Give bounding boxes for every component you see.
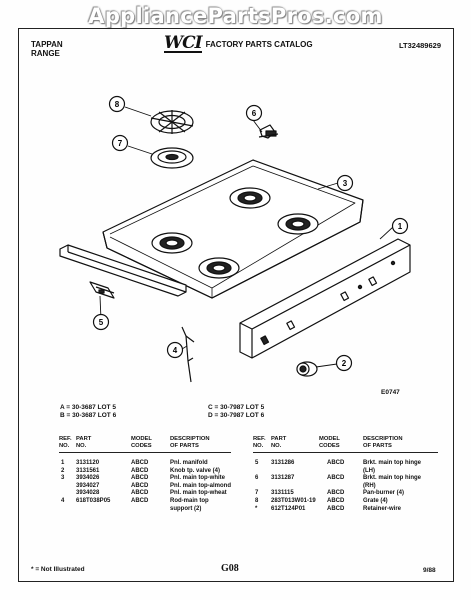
- description-cell: Grate (4): [363, 498, 388, 504]
- brand-name: TAPPAN: [31, 40, 63, 49]
- model-codes-cell: ABCD: [131, 498, 149, 504]
- valve-knob: [297, 362, 317, 376]
- svg-text:6: 6: [251, 109, 257, 118]
- description-cell: Retainer-wire: [363, 505, 402, 512]
- lot-c: C = 30-7987 LOT 5: [208, 404, 265, 411]
- model-codes-cell: ABCD: [327, 475, 345, 482]
- description-cell: (RH): [363, 482, 376, 489]
- watermark: AppliancePartsPros.com: [88, 4, 383, 28]
- header-part: PART NO.: [271, 436, 287, 449]
- description-cell: Pnl. main top-white: [170, 475, 225, 482]
- revision-date: 9/88: [423, 567, 436, 574]
- callout-5: [94, 315, 109, 330]
- part-number-cell: 3131115: [271, 490, 294, 497]
- figure-code: E0747: [381, 389, 400, 396]
- ref-cell: 6: [255, 475, 259, 482]
- description-cell: Pan-burner (4): [363, 490, 405, 497]
- description-cell: Rod-main top: [170, 498, 209, 504]
- svg-text:3: 3: [342, 179, 348, 188]
- model-codes-cell: ABCD: [327, 490, 345, 497]
- parts-table-right: [253, 436, 443, 546]
- header-rule: [253, 452, 438, 453]
- part-number-cell: 3131561: [76, 467, 100, 474]
- callout-7: [113, 136, 128, 151]
- header-ref: REF. NO.: [253, 436, 266, 449]
- ref-cell: 8: [255, 498, 259, 504]
- part-number-cell: 612T124P01: [271, 505, 306, 512]
- model-codes-cell: ABCD: [131, 482, 149, 489]
- svg-text:2: 2: [341, 359, 347, 368]
- page-number: G08: [221, 563, 239, 574]
- header-desc: DESCRIPTION OF PARTS: [170, 436, 210, 449]
- part-number-cell: 618T038P05: [76, 498, 111, 504]
- lot-a: A = 30-3687 LOT 5: [60, 404, 116, 411]
- ref-cell: 4: [61, 498, 65, 504]
- header-part: PART NO.: [76, 436, 92, 449]
- part-number-cell: 3934028: [76, 490, 100, 497]
- callout-8: [110, 97, 125, 112]
- callout-2: [337, 356, 352, 371]
- lot-d: D = 30-7987 LOT 6: [208, 412, 265, 419]
- model-codes-cell: ABCD: [131, 475, 149, 482]
- description-cell: Pnl. manifold: [170, 460, 208, 466]
- parts-table-left: [59, 436, 239, 546]
- part-number-cell: 283T013W01-19: [271, 498, 316, 504]
- model-codes-cell: ABCD: [131, 467, 149, 474]
- grate: [151, 110, 193, 134]
- callout-6: [247, 106, 262, 121]
- model-codes-cell: ABCD: [327, 498, 345, 504]
- svg-text:8: 8: [114, 100, 120, 109]
- ref-cell: 1: [61, 460, 65, 466]
- callout-1: [393, 219, 408, 234]
- callout-4: [168, 343, 183, 358]
- ref-cell: *: [255, 505, 258, 512]
- description-cell: (LH): [363, 467, 375, 474]
- ref-cell: 7: [255, 490, 259, 497]
- ref-cell: 5: [255, 460, 259, 466]
- description-cell: Brkt. main top hinge: [363, 460, 422, 466]
- wci-logo: WCI: [164, 33, 202, 53]
- lot-b: B = 30-3687 LOT 6: [60, 412, 117, 419]
- part-number-cell: 3934027: [76, 482, 100, 489]
- model-codes-cell: ABCD: [131, 460, 149, 466]
- part-number-cell: 3131120: [76, 460, 100, 466]
- part-number-cell: 3131286: [271, 460, 295, 466]
- svg-text:1: 1: [397, 222, 403, 231]
- svg-text:5: 5: [98, 318, 104, 327]
- model-codes-cell: ABCD: [327, 505, 345, 512]
- svg-text:4: 4: [172, 346, 178, 355]
- catalog-title: FACTORY PARTS CATALOG: [205, 40, 313, 49]
- description-cell: Brkt. main top hinge: [363, 475, 422, 482]
- svg-text:7: 7: [117, 139, 123, 148]
- description-cell: Pnl. main top-almond: [170, 482, 231, 489]
- catalog-code: LT32489629: [399, 41, 441, 50]
- description-cell: Pnl. main top-wheat: [170, 490, 227, 497]
- part-number-cell: 3131287: [271, 475, 295, 482]
- ref-cell: 2: [61, 467, 65, 474]
- header-model: MODEL CODES: [131, 436, 152, 449]
- description-cell: Knob tp. valve (4): [170, 467, 221, 474]
- header-ref: REF. NO.: [59, 436, 72, 449]
- part-number-cell: 3934026: [76, 475, 100, 482]
- description-cell: support (2): [170, 505, 202, 512]
- burner-pan: [151, 148, 193, 168]
- callout-3: [338, 176, 353, 191]
- model-codes-cell: ABCD: [131, 490, 149, 497]
- ref-cell: 3: [61, 475, 65, 482]
- header-rule: [59, 452, 231, 453]
- product-type: RANGE: [31, 49, 60, 58]
- header-model: MODEL CODES: [319, 436, 340, 449]
- model-codes-cell: ABCD: [327, 460, 345, 466]
- support-rod: [182, 327, 194, 382]
- footnote: * = Not Illustrated: [31, 566, 85, 573]
- header-desc: DESCRIPTION OF PARTS: [363, 436, 403, 449]
